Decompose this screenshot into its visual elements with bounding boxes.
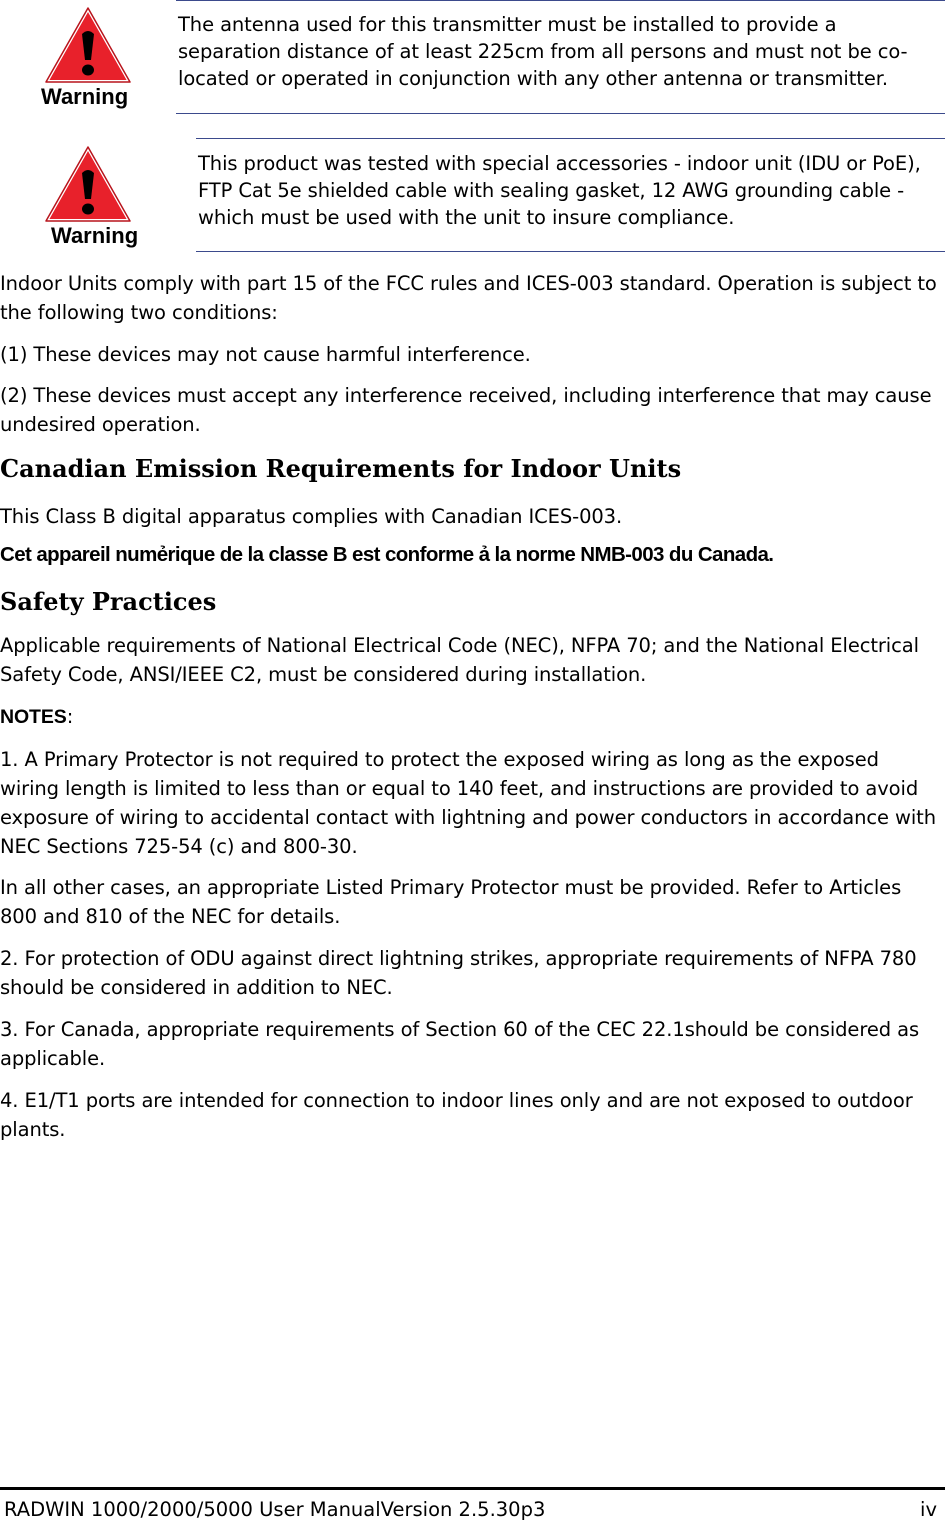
fcc-condition-1: (1) These devices may not cause harmful interference. (0, 343, 531, 366)
footer-page-number: iv (920, 1498, 937, 1521)
notes-colon: : (66, 705, 74, 728)
warning-top-rule (176, 0, 945, 1)
warning-triangle-icon (42, 143, 134, 225)
canadian-heading: Canadian Emission Requirements for Indoor Units (0, 454, 682, 483)
warning-bottom-rule (196, 251, 945, 252)
warning-bottom-rule (176, 113, 945, 114)
note-3: 3. For Canada, appropriate requirements of Section 60 of the CEC 22.1should be considered as applicable. (0, 1018, 920, 1070)
footer-rule (0, 1487, 945, 1490)
warning-label: Warning (51, 223, 139, 248)
safety-intro-paragraph: Applicable requirements of National Electrical Code (NEC), NFPA 70; and the National Electrical Safety Code, ANSI/IEEE C2, must be considered during installation. (0, 634, 919, 686)
warning-text: This product was tested with special accessories - indoor unit (IDU or PoE), FTP Cat 5e shielded cable with sealing gasket, 12 AWG grounding cable - which must be used with the unit to insure compliance. (198, 152, 921, 229)
fcc-intro-paragraph: Indoor Units comply with part 15 of the FCC rules and ICES-003 standard. Operation is subject to the following two conditions: (0, 272, 937, 324)
canadian-english-statement: This Class B digital apparatus complies with Canadian ICES-003. (0, 505, 623, 528)
note-1-continued: In all other cases, an appropriate Listed Primary Protector must be provided. Refer to Articles 800 and 810 of the NEC for details. (0, 876, 902, 928)
note-1: 1. A Primary Protector is not required to protect the exposed wiring as long as the exposed wiring length is limited to less than or equal to 140 feet, and instructions are provided to avoid exposure of wiring to accidental contact with lightning and power conductors in accordance with NEC Sections 725-54 (c) and 800-30. (0, 748, 936, 858)
note-2: 2. For protection of ODU against direct lightning strikes, appropriate requirements of NFPA 780 should be considered in addition to NEC. (0, 947, 917, 999)
fcc-condition-2: (2) These devices must accept any interference received, including interference that may cause undesired operation. (0, 384, 932, 436)
warning-text: The antenna used for this transmitter must be installed to provide a separation distance of at least 225cm from all persons and must not be co-located or operated in conjunction with any other antenna or transmitter. (178, 13, 908, 90)
safety-heading: Safety Practices (0, 587, 217, 616)
footer-manual-title: RADWIN 1000/2000/5000 User ManualVersion 2.5.30p3 (4, 1498, 546, 1521)
notes-heading (0, 702, 940, 732)
warning-triangle-icon (42, 4, 134, 86)
warning-top-rule (196, 138, 945, 139)
notes-label: NOTES (0, 706, 67, 728)
canadian-french-statement: Cet appareil numẻrique de la classe B est conforme ả la norme NMB-003 du Canada. (0, 543, 774, 566)
note-4: 4. E1/T1 ports are intended for connection to indoor lines only and are not exposed to outdoor plants. (0, 1089, 913, 1141)
warning-label: Warning (41, 84, 129, 109)
